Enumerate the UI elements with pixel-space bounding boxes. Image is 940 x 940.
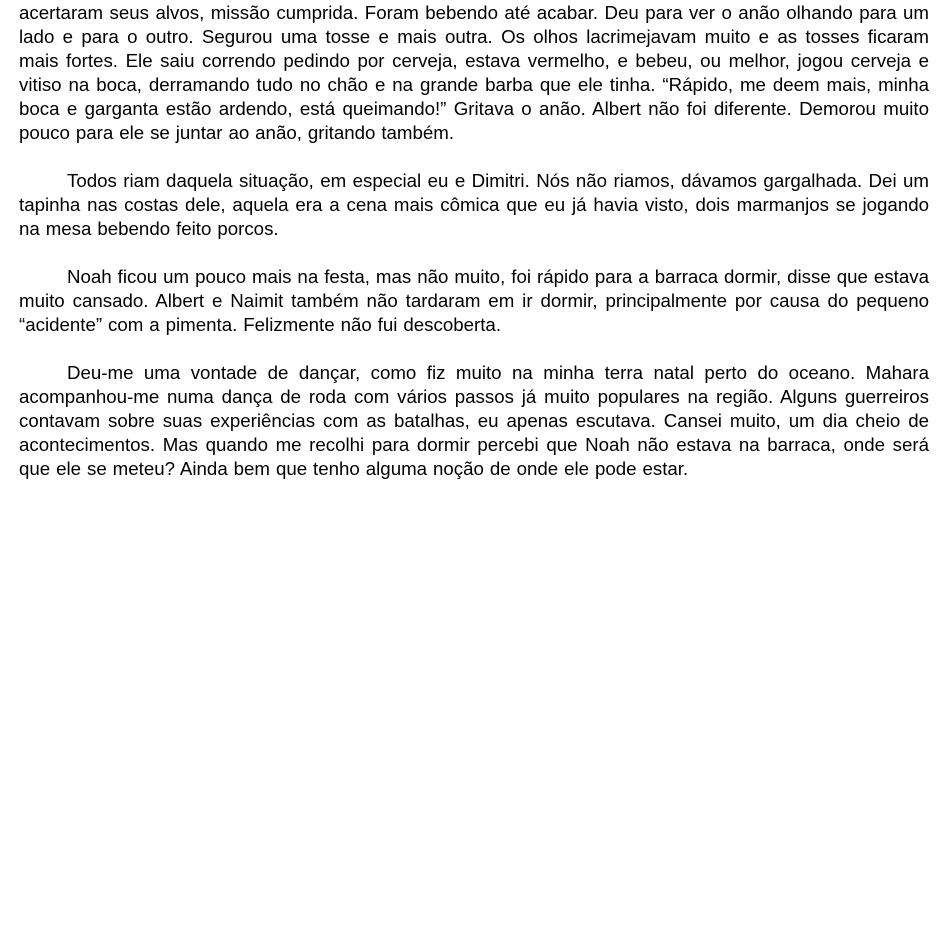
paragraph-2: Todos riam daquela situação, em especial eu e Dimitri. Nós não riamos, dávamos gargalhada. Dei um tapinha nas costas dele, aquela era a cena mais cômica que eu já havia visto, dois marmanjos se jogando na mesa bebendo feito porcos. <box>19 170 929 239</box>
paragraph-4: Deu-me uma vontade de dançar, como fiz muito na minha terra natal perto do oceano. Mahara acompanhou-me numa dança de roda com vários passos já muito populares na região. Alguns guerreiros contavam sobre suas experiências com as batalhas, eu apenas escutava. Cansei muito, um dia cheio de acontecimentos. Mas quando me recolhi para dormir percebi que Noah não estava na barraca, onde será que ele se meteu? Ainda bem que tenho alguma noção de onde ele pode estar. <box>19 362 929 479</box>
paragraph-1: acertaram seus alvos, missão cumprida. Foram bebendo até acabar. Deu para ver o anão olhando para um lado e para o outro. Segurou uma tosse e mais outra. Os olhos lacrimejavam muito e as tosses ficaram mais fortes. Ele saiu correndo pedindo por cerveja, estava vermelho, e bebeu, ou melhor, jogou cerveja e vitiso na boca, derramando tudo no chão e na grande barba que ele tinha. “Rápido, me deem mais, minha boca e garganta estão ardendo, está queimando!” Gritava o anão. Albert não foi diferente. Demorou muito pouco para ele se juntar ao anão, gritando também. <box>19 2 929 143</box>
paragraph-3: Noah ficou um pouco mais na festa, mas não muito, foi rápido para a barraca dormir, disse que estava muito cansado. Albert e Naimit também não tardaram em ir dormir, principalmente por causa do pequeno “acidente” com a pimenta. Felizmente não fui descoberta. <box>19 266 929 335</box>
